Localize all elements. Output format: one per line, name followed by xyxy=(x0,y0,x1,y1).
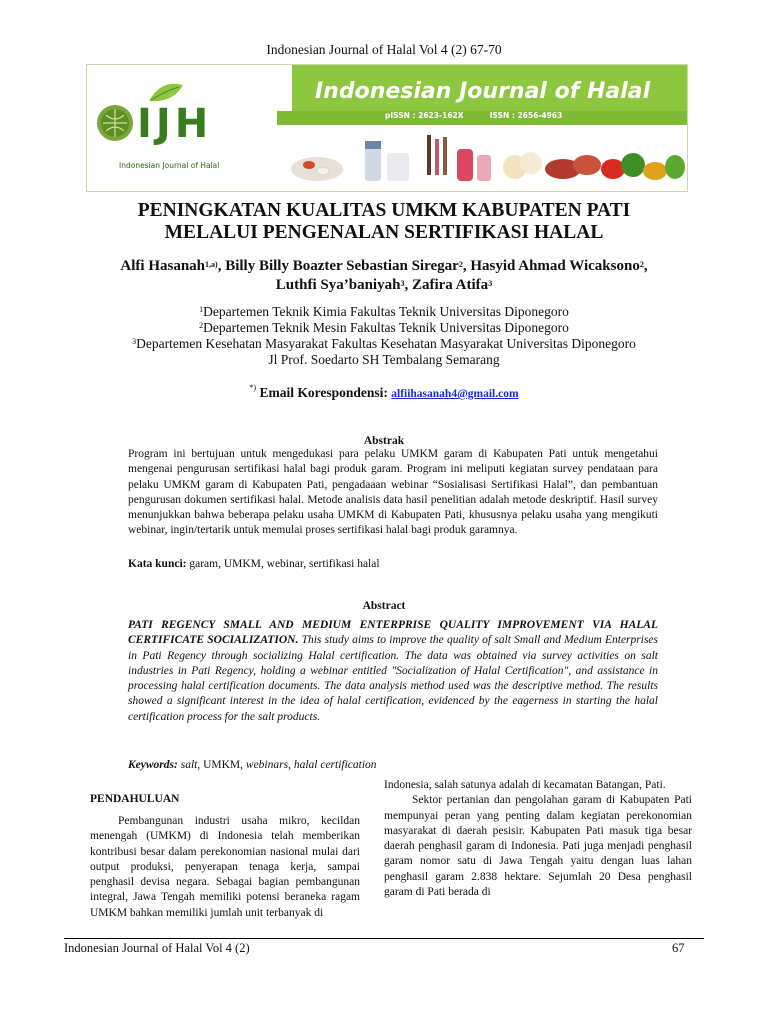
footer-divider xyxy=(64,938,704,939)
page-number: 67 xyxy=(672,941,685,955)
abstract-english-body: This study aims to improve the quality of salt Small and Medium Enterprises in Pati Regency through socializing Halal certification. The data was obtained via survey activities on salt industries in Pati Regency, holding a webinar entitled "Socialization of Halal Certification", and assistance in processing halal certification documents. The data analysis method used was the descriptive method. The results showed a significant interest in the idea of halal certification, evidenced by the eagerness in starting the halal certification process for the salt products. xyxy=(128,634,659,723)
keywords-label: Keywords: xyxy=(128,759,178,771)
abstract-text xyxy=(128,618,658,725)
issn-print: pISSN : 2623-162X xyxy=(385,111,464,120)
body-column-right xyxy=(384,778,692,900)
abstract-english-title: PATI REGENCY SMALL AND MEDIUM ENTERPRISE QUALITY IMPROVEMENT VIA HALAL CERTIFICATE SOCIALIZATION. xyxy=(128,619,658,647)
author-sup: 1,a) xyxy=(205,260,218,269)
abstrak-text: Program ini bertujuan untuk mengedukasi para pelaku UMKM garam di Kabupaten Pati untuk mengetahui mengenai pengurusan sertifikasi halal bagi produk garam. Program ini meliputi kegiatan survey pendataan para pelaku UMKM garam di Kabupaten Pati, pengadaaan webinar “Sosialisasi Sertifikasi Halal”, dan pembantuan pengurusan dokumen sertifikasi halal. Metode analisis data hasil penelitian adalah metode deskriptif. Hasil survey menunjukkan bahwa beberapa pelaku usaha UMKM di Kabupaten Pati, khususnya pelaku usaha yang mengikuti webinar, ingin/tertarik untuk memulai proses sertifikasi halal bagi produk garamnya. xyxy=(128,448,658,537)
pills-image xyxy=(291,157,343,181)
intro-paragraph-left: Pembangunan industri usaha mikro, kecildan menengah (UMKM) di Indonesia telah memberikan kontribusi besar dalam perekonomian nasional mulai dari output produksi, penyerapan tenaga kerja, sampai penghasil devisa negara. Sebagai bagian pembangunan integral, Jawa Tengah memiliki potensi beraneka ragam UMKM bahkan memiliki jumlah unit terbanyak di xyxy=(90,815,360,919)
body-column-left xyxy=(90,793,360,921)
author-sup: 3 xyxy=(488,279,493,288)
affiliation: $^2$Departemen Teknik Mesin Fakultas Teknik Universitas Diponegoro xyxy=(199,320,569,335)
keywords-part3: webinars, halal certification xyxy=(245,759,377,771)
keywords-part1: salt, xyxy=(180,759,201,771)
cosmetics-image xyxy=(457,149,473,181)
keywords-part2: UMKM, xyxy=(203,759,244,771)
author-sup: 2 xyxy=(458,260,463,269)
brushes-image xyxy=(427,135,431,175)
paper-title-line-2: MELALUI PENGENALAN SERTIFIKASI HALAL xyxy=(164,222,604,243)
author-name: Alfi Hasanah xyxy=(120,258,206,274)
author-name: Hasyid Ahmad Wicaksono xyxy=(470,258,640,274)
author-sup: 2 xyxy=(639,260,644,269)
author-sup: 3 xyxy=(400,279,405,288)
keywords xyxy=(128,759,658,771)
issn-online: ISSN : 2656-4963 xyxy=(489,111,563,120)
journal-logo xyxy=(91,79,271,169)
email-link[interactable]: alfiihasanah4@gmail.com xyxy=(391,388,519,400)
running-header: Indonesian Journal of Halal Vol 4 (2) 67-70 xyxy=(266,42,502,57)
author-name: Billy Billy Boazter Sebastian Siregar xyxy=(225,258,459,274)
abstract-heading: Abstract xyxy=(362,600,406,612)
affiliations xyxy=(80,304,688,368)
logo-subtitle: Indonesian Journal of Halal xyxy=(119,161,220,170)
banner-issn xyxy=(385,111,562,120)
intro-paragraph-right-1: Indonesia, salah satunya adalah di kecamatan Batangan, Pati. xyxy=(384,779,666,791)
paper-title-line-1: PENINGKATAN KUALITAS UMKM KABUPATEN PATI xyxy=(137,200,631,221)
author-list xyxy=(80,257,688,295)
author-name: Zafira Atifa xyxy=(411,277,489,293)
product-images-strip xyxy=(287,129,687,191)
abstrak-heading: Abstrak xyxy=(363,435,405,447)
affiliation-address: Jl Prof. Soedarto SH Tembalang Semarang xyxy=(268,352,500,367)
author-line-2: Luthfi Sya’baniyah$^3$, Zafira Atifa$^3$ xyxy=(275,277,493,293)
intro-paragraph-right-2: Sektor pertanian dan pengolahan garam di Kabupaten Pati mempunyai peran yang penting dalam kegiatan perekonomian masyarakat di daerah pesisir. Kabupaten Pati masuk tiga besar daerah penghasil garam di Indonesia. Pati juga menjadi penghasil garam nomor satu di Jawa Tengah yaitu dengan luas lahan penghasil garam 2.838 hektare. Sejumlah 20 Desa penghasil garam di Pati berada di xyxy=(384,794,692,899)
correspondence-email xyxy=(80,385,688,401)
affiliation: $^3$Departemen Kesehatan Masyarakat Fakultas Kesehatan Masyarakat Universitas Diponegoro xyxy=(132,336,636,351)
banner-journal-name: Indonesian Journal of Halal xyxy=(315,79,651,104)
email-label: Email Korespondensi: xyxy=(259,385,388,400)
author-line-1: Alfi Hasanah$^{1,a)}$, Billy Billy Boazter Sebastian Siregar$^2$, Hasyid Ahmad Wicaksono$^2$, xyxy=(120,258,648,274)
logo-letters: IJH xyxy=(137,101,213,147)
section-heading-pendahuluan: PENDAHULUAN xyxy=(90,793,180,805)
paper-title xyxy=(80,200,688,244)
kata-kunci-values: garam, UMKM, webinar, sertifikasi halal xyxy=(189,558,380,570)
journal-banner xyxy=(86,64,688,192)
email-sup: *) xyxy=(249,383,257,392)
author-name: Luthfi Sya’baniyah xyxy=(275,277,401,293)
affiliation: $^1$Departemen Teknik Kimia Fakultas Teknik Universitas Diponegoro xyxy=(199,304,569,319)
kata-kunci xyxy=(128,558,658,570)
footer-journal: Indonesian Journal of Halal Vol 4 (2) xyxy=(64,941,250,955)
kata-kunci-label: Kata kunci: xyxy=(128,558,187,570)
